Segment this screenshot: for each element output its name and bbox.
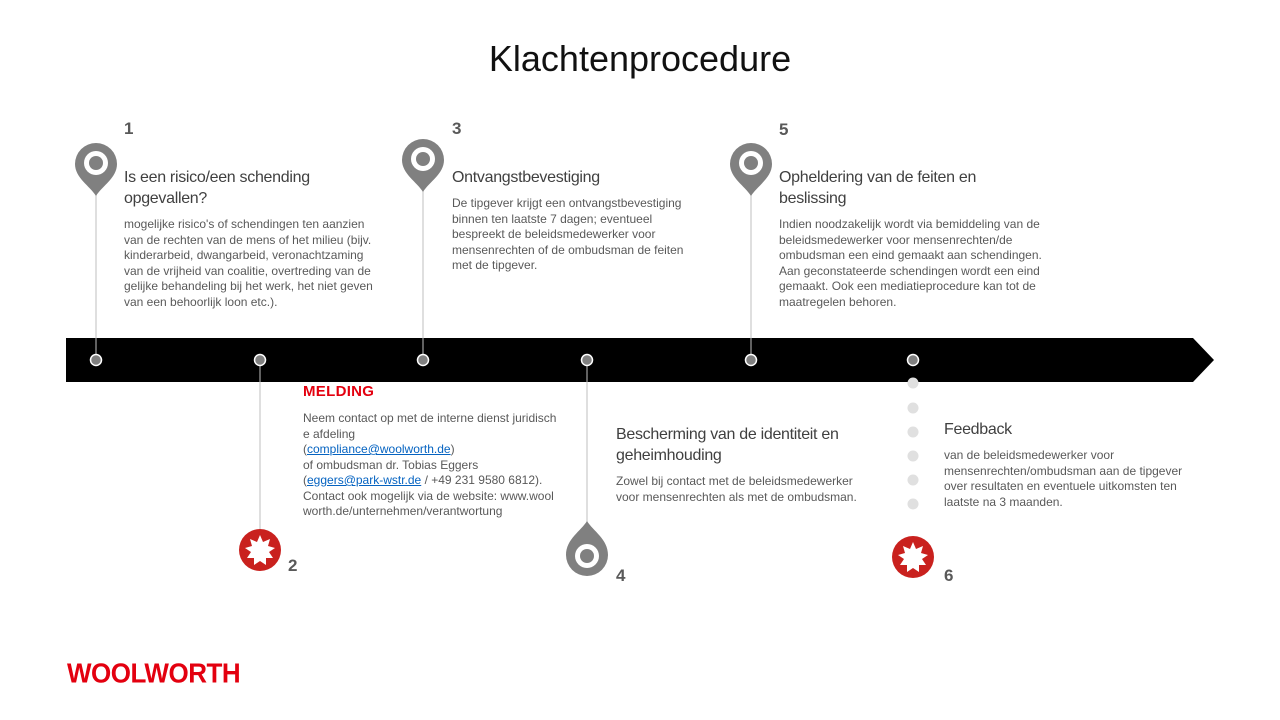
step-2-heading: MELDING — [303, 383, 375, 400]
step-6-heading: Feedback — [944, 421, 1012, 438]
timeline-dot-5 — [746, 355, 757, 366]
timeline-dot-3 — [418, 355, 429, 366]
timeline-dot-6 — [908, 355, 919, 366]
map-pin-icon — [402, 139, 444, 192]
step-2-text-1: Neem contact op met de interne dienst juridische afdeling — [303, 411, 557, 441]
timeline-dot-2 — [255, 355, 266, 366]
step-3-heading: Ontvangstbevestiging — [452, 169, 600, 186]
step-2-text-2: of ombudsman dr. Tobias Eggers — [303, 457, 479, 472]
timeline-arrow — [66, 338, 1214, 382]
step-4-text: Zowel bij contact met de beleidsmedewerker voor mensenrechten als met de ombudsman. — [616, 474, 857, 504]
step-2-text-3: Contact ook mogelijk via de website: www.woolworth.de/unternehmen/verantwortung — [303, 488, 554, 518]
step-1-heading: Is een risico/een schending opgevallen? — [124, 169, 310, 207]
step-4-number: 4 — [616, 566, 626, 585]
starburst-icon — [892, 536, 934, 578]
page-title: Klachtenprocedure — [488, 38, 792, 79]
map-pin-icon — [730, 143, 772, 196]
map-pin-icon — [566, 521, 608, 576]
timeline-dot-1 — [91, 355, 102, 366]
step-3-number: 3 — [452, 119, 462, 138]
dotted-connector-dot — [908, 499, 919, 510]
close-paren: ) — [450, 442, 455, 456]
step-5-number: 5 — [779, 120, 789, 139]
dotted-connector-dot — [908, 475, 919, 486]
step-1-number: 1 — [124, 119, 134, 138]
dotted-connector-dot — [908, 451, 919, 462]
dotted-connector-dot — [908, 378, 919, 389]
step-5-text: Indien noodzakelijk wordt via bemiddeling van de beleidsmedewerker voor mensenrechten/de ombudsman een eind gemaakt aan schendingen. Aan geconstateerde schendingen wordt een eind gemaakt. Ook een mediatieprocedure kan tot de maatregelen behoren. — [779, 217, 1042, 309]
starburst-icon — [239, 529, 281, 571]
map-pin-icon — [75, 143, 117, 196]
timeline-dot-4 — [582, 355, 593, 366]
dotted-connector-dot — [908, 427, 919, 438]
step-4-heading: Bescherming van de identiteit en geheimhouding — [616, 426, 839, 464]
open-paren: ( — [303, 473, 307, 487]
step-6-text: van de beleidsmedewerker voor mensenrechten/ombudsman aan de tipgever over resultaten en eventuele uitkomsten ten laatste na 3 maanden. — [944, 448, 1183, 509]
phone-number: / +49 231 9580 6812). — [421, 473, 543, 487]
step-3-text: De tipgever krijgt een ontvangstbevestiging binnen ten laatste 7 dagen; eventueel bespreekt de beleidsmedewerker voor mensenrechten of de ombudsman de feiten met de tipgever. — [452, 196, 684, 272]
compliance-email-link[interactable]: compliance@woolworth.de — [307, 442, 451, 456]
ombudsman-email-link[interactable]: eggers@park-wstr.de — [307, 473, 422, 487]
open-paren: ( — [303, 442, 307, 456]
step-2-text — [303, 411, 561, 520]
step-5-heading: Opheldering van de feiten en beslissing — [779, 169, 977, 207]
step-1-text: mogelijke risico's of schendingen ten aanzien van de rechten van de mens of het milieu (bijv. kinderarbeid, dwangarbeid, veronachtzaming van de vrijheid van coalitie, overtreding van de gelijke behandeling bij het werk, het niet geven van een behoorlijk loon etc.). — [124, 217, 373, 309]
woolworth-logo: WOOLWORTH — [67, 657, 241, 689]
step-6-number: 6 — [944, 566, 954, 585]
step-2-number: 2 — [288, 556, 298, 575]
dotted-connector-dot — [908, 403, 919, 414]
